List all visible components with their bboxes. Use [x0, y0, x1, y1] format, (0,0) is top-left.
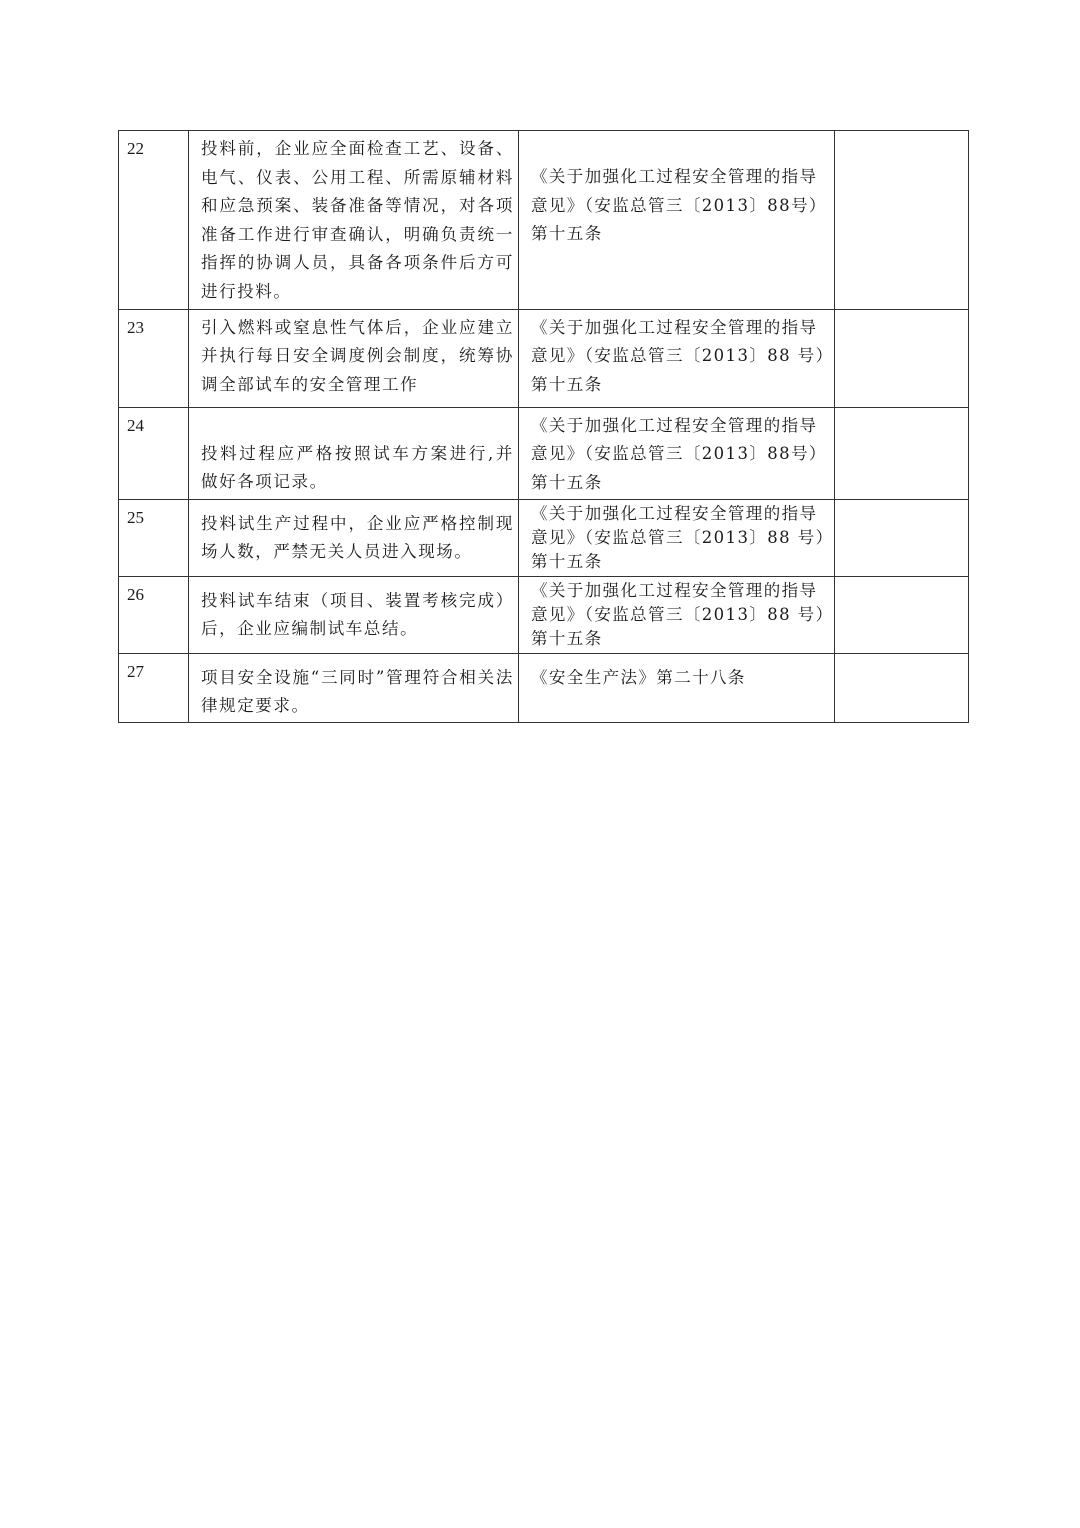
- legal-basis: 《关于加强化工过程安全管理的指导意见》（安监总管三〔2013〕88 号）第十五条: [519, 309, 835, 407]
- check-result: [835, 577, 969, 654]
- check-result: [835, 500, 969, 577]
- table-row: [119, 577, 969, 654]
- table-row: [119, 309, 969, 407]
- row-number: 23: [119, 309, 189, 407]
- inspection-table: [118, 130, 969, 723]
- table-row: [119, 654, 969, 723]
- check-result: [835, 407, 969, 500]
- check-content: 项目安全设施“三同时”管理符合相关法律规定要求。: [189, 654, 519, 723]
- check-content: 引入燃料或窒息性气体后，企业应建立并执行每日安全调度例会制度，统筹协调全部试车的安全管理工作: [189, 309, 519, 407]
- legal-basis-text: 《关于加强化工过程安全管理的指导意见》（安监总管三〔2013〕88号）第十五条: [531, 167, 827, 244]
- check-content: [189, 407, 519, 500]
- legal-basis: 《安全生产法》第二十八条: [519, 654, 835, 723]
- legal-basis: 《关于加强化工过程安全管理的指导意见》（安监总管三〔2013〕88 号）第十五条: [519, 500, 835, 577]
- legal-basis: [519, 131, 835, 310]
- document-page: [118, 130, 968, 723]
- check-content: 投料试车结束（项目、装置考核完成）后，企业应编制试车总结。: [189, 577, 519, 654]
- legal-basis: 《关于加强化工过程安全管理的指导意见》（安监总管三〔2013〕88号）第十五条: [519, 407, 835, 500]
- check-result: [835, 654, 969, 723]
- row-number: 25: [119, 500, 189, 577]
- check-content-text: 投料过程应严格按照试车方案进行,并做好各项记录。: [201, 443, 514, 492]
- table-row: [119, 500, 969, 577]
- legal-basis: 《关于加强化工过程安全管理的指导意见》（安监总管三〔2013〕88 号）第十五条: [519, 577, 835, 654]
- row-number: 22: [119, 131, 189, 310]
- row-number: 24: [119, 407, 189, 500]
- check-result: [835, 309, 969, 407]
- check-content: 投料前，企业应全面检查工艺、设备、电气、仪表、公用工程、所需原辅材料和应急预案、装备准备等情况，对各项准备工作进行审查确认，明确负责统一指挥的协调人员，具备各项条件后方可进行投料。: [189, 131, 519, 310]
- check-content: 投料试生产过程中，企业应严格控制现场人数，严禁无关人员进入现场。: [189, 500, 519, 577]
- table-row: [119, 407, 969, 500]
- row-number: 26: [119, 577, 189, 654]
- check-result: [835, 131, 969, 310]
- row-number: 27: [119, 654, 189, 723]
- table-row: [119, 131, 969, 310]
